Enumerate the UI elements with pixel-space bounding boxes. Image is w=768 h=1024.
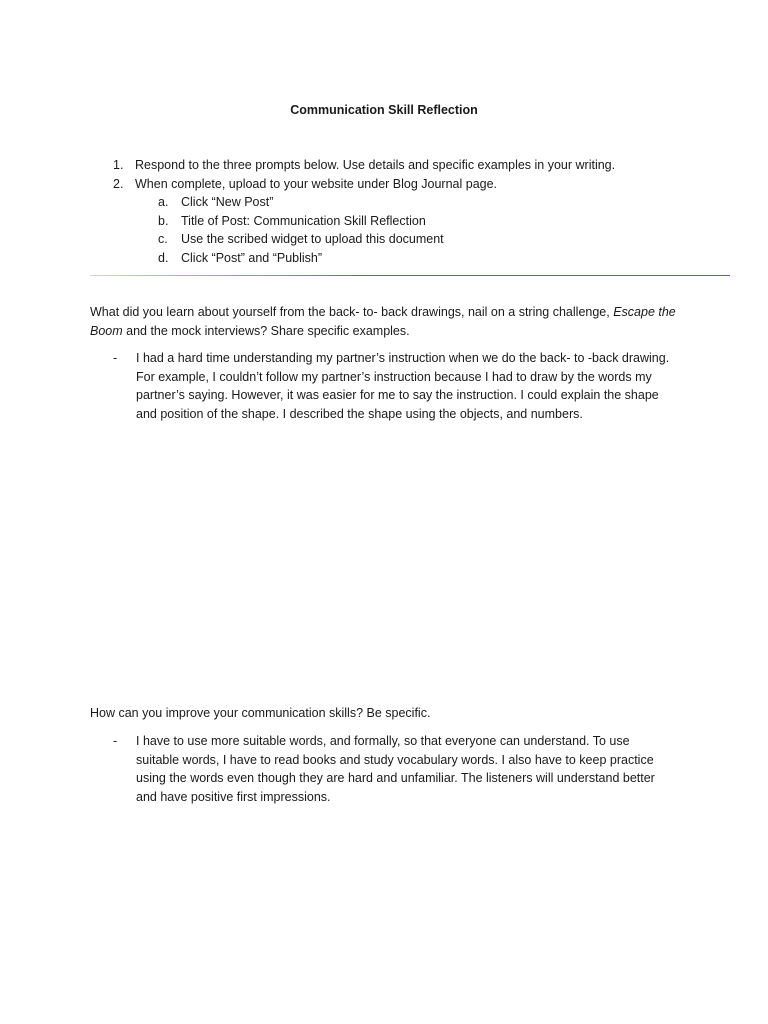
answer-2 (113, 732, 673, 806)
horizontal-divider (90, 275, 730, 276)
prompt-text: What did you learn about yourself from the back- to- back drawings, nail on a string challenge, (90, 305, 614, 319)
prompt-text: and the mock interviews? Share specific examples. (122, 323, 410, 338)
prompt-question-2: How can you improve your communication skills? Be specific. (90, 706, 431, 720)
instruction-text: When complete, upload to your website under Blog Journal page. (135, 176, 498, 191)
sub-instruction-text: Click “Post” and “Publish” (181, 250, 323, 265)
answer-text: I have to use more suitable words, and formally, so that everyone can understand. To use suitable words, I have to read books and study vocabulary words. I also have to keep practice using the words even though they are hard and unfamiliar. The listeners will understand better and have positive first impressions. (136, 734, 655, 804)
list-marker: d. (158, 250, 169, 265)
prompt-italic-title: Escape the Boom (90, 305, 676, 338)
sub-instruction-item (158, 249, 713, 268)
instruction-text: Respond to the three prompts below. Use details and specific examples in your writing. (135, 158, 616, 172)
sub-instruction-list (158, 193, 713, 267)
list-marker: c. (158, 232, 168, 246)
instruction-list (113, 156, 713, 267)
list-marker: 1. (113, 158, 124, 172)
sub-instruction-text: Use the scribed widget to upload this document (181, 232, 444, 246)
list-marker: - (113, 734, 118, 748)
sub-instruction-text: Title of Post: Communication Skill Reflection (181, 213, 426, 228)
list-marker: b. (158, 213, 169, 228)
sub-instruction-item (158, 212, 713, 231)
list-marker: a. (158, 195, 169, 209)
sub-instruction-item (158, 193, 713, 212)
instruction-item (113, 175, 713, 194)
sub-instruction-item (158, 230, 713, 249)
sub-instruction-text: Click “New Post” (181, 195, 274, 209)
prompt-question-1 (90, 303, 680, 340)
answer-text: I had a hard time understanding my partner’s instruction when we do the back- to -back drawing. For example, I couldn’t follow my partner’s instruction because I had to draw by the words my partner’s saying. However, it was easier for me to say the instruction. I could explain the shape and position of the shape. I described the shape using the objects, and numbers. (136, 351, 670, 421)
instruction-item (113, 156, 713, 175)
page-title: Communication Skill Reflection (290, 103, 478, 117)
answer-1 (113, 349, 673, 423)
list-marker: - (113, 351, 118, 365)
list-marker: 2. (113, 176, 124, 191)
